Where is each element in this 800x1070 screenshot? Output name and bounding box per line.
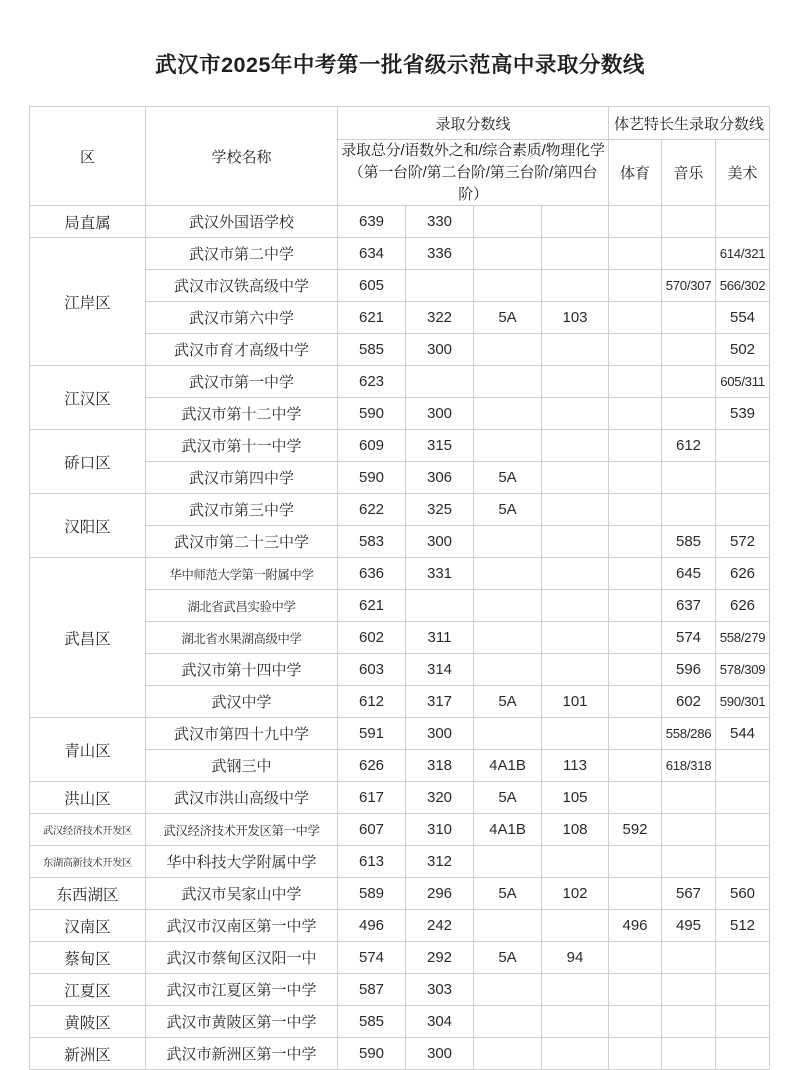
pe-cell (609, 1038, 662, 1070)
art-cell: 554 (716, 302, 770, 334)
art-cell (716, 942, 770, 974)
pe-cell (609, 238, 662, 270)
stage4-cell (542, 590, 609, 622)
stage2-cell: 330 (406, 206, 474, 238)
stage4-cell: 103 (542, 302, 609, 334)
pe-cell (609, 686, 662, 718)
stage4-cell: 102 (542, 878, 609, 910)
pe-cell (609, 430, 662, 462)
stage1-cell: 583 (338, 526, 406, 558)
school-name-cell: 武汉中学 (146, 686, 338, 718)
pe-cell (609, 974, 662, 1006)
table-row (30, 718, 770, 750)
stage1-cell: 589 (338, 878, 406, 910)
school-name-cell: 武汉经济技术开发区第一中学 (146, 814, 338, 846)
stage3-cell (474, 622, 542, 654)
stage4-cell: 105 (542, 782, 609, 814)
stage2-cell: 325 (406, 494, 474, 526)
stage1-cell: 609 (338, 430, 406, 462)
art-cell: 560 (716, 878, 770, 910)
stage2-cell: 322 (406, 302, 474, 334)
pe-cell (609, 398, 662, 430)
stage3-cell: 5A (474, 686, 542, 718)
school-name-cell: 武汉市第四十九中学 (146, 718, 338, 750)
school-name-cell: 华中科技大学附属中学 (146, 846, 338, 878)
header-art: 美术 (716, 140, 770, 206)
stage4-cell (542, 910, 609, 942)
pe-cell (609, 654, 662, 686)
school-name-cell: 华中师范大学第一附属中学 (146, 558, 338, 590)
music-cell: 567 (662, 878, 716, 910)
stage3-cell (474, 974, 542, 1006)
header-score-group: 录取分数线 (338, 107, 609, 140)
stage2-cell: 306 (406, 462, 474, 494)
art-cell: 502 (716, 334, 770, 366)
pe-cell (609, 942, 662, 974)
stage3-cell (474, 558, 542, 590)
art-cell: 539 (716, 398, 770, 430)
stage3-cell (474, 1038, 542, 1070)
stage1-cell: 622 (338, 494, 406, 526)
music-cell: 596 (662, 654, 716, 686)
stage1-cell: 591 (338, 718, 406, 750)
stage1-cell: 590 (338, 1038, 406, 1070)
music-cell (662, 366, 716, 398)
stage4-cell (542, 622, 609, 654)
music-cell (662, 1006, 716, 1038)
music-cell: 618/318 (662, 750, 716, 782)
art-cell (716, 1006, 770, 1038)
district-cell: 武汉经济技术开发区 (30, 814, 146, 846)
music-cell (662, 206, 716, 238)
stage2-cell: 317 (406, 686, 474, 718)
stage4-cell (542, 462, 609, 494)
header-score-desc-line1: 录取总分/语数外之和/综合素质/物理化学 (341, 142, 605, 159)
stage2-cell: 331 (406, 558, 474, 590)
pe-cell: 592 (609, 814, 662, 846)
school-name-cell: 武汉市吴家山中学 (146, 878, 338, 910)
stage1-cell: 602 (338, 622, 406, 654)
art-cell (716, 814, 770, 846)
stage4-cell (542, 494, 609, 526)
stage3-cell (474, 398, 542, 430)
pe-cell (609, 750, 662, 782)
school-name-cell: 武汉市第四中学 (146, 462, 338, 494)
art-cell: 590/301 (716, 686, 770, 718)
art-cell: 566/302 (716, 270, 770, 302)
stage3-cell (474, 1006, 542, 1038)
stage4-cell (542, 1038, 609, 1070)
table-row (30, 430, 770, 462)
music-cell (662, 238, 716, 270)
school-name-cell: 武汉市第六中学 (146, 302, 338, 334)
stage2-cell: 304 (406, 1006, 474, 1038)
music-cell (662, 494, 716, 526)
art-cell: 512 (716, 910, 770, 942)
stage2-cell: 320 (406, 782, 474, 814)
stage2-cell: 315 (406, 430, 474, 462)
school-name-cell: 武汉市黄陂区第一中学 (146, 1006, 338, 1038)
stage4-cell: 101 (542, 686, 609, 718)
stage3-cell (474, 206, 542, 238)
table-body (30, 206, 770, 1070)
district-cell: 江岸区 (30, 238, 146, 366)
stage2-cell: 300 (406, 398, 474, 430)
music-cell: 637 (662, 590, 716, 622)
music-cell (662, 334, 716, 366)
stage2-cell: 310 (406, 814, 474, 846)
stage2-cell: 300 (406, 718, 474, 750)
district-cell: 江汉区 (30, 366, 146, 430)
table-row (30, 782, 770, 814)
music-cell (662, 846, 716, 878)
stage2-cell: 242 (406, 910, 474, 942)
stage4-cell (542, 1006, 609, 1038)
table-row (30, 974, 770, 1006)
school-name-cell: 武钢三中 (146, 750, 338, 782)
stage3-cell: 4A1B (474, 750, 542, 782)
stage1-cell: 496 (338, 910, 406, 942)
stage4-cell (542, 398, 609, 430)
stage2-cell: 296 (406, 878, 474, 910)
music-cell (662, 782, 716, 814)
music-cell: 495 (662, 910, 716, 942)
district-cell: 汉阳区 (30, 494, 146, 558)
stage1-cell: 636 (338, 558, 406, 590)
stage3-cell (474, 590, 542, 622)
pe-cell (609, 622, 662, 654)
stage2-cell: 300 (406, 1038, 474, 1070)
music-cell: 612 (662, 430, 716, 462)
header-district: 区 (30, 107, 146, 206)
district-cell: 东湖高新技术开发区 (30, 846, 146, 878)
music-cell (662, 398, 716, 430)
table-row (30, 206, 770, 238)
pe-cell (609, 302, 662, 334)
school-name-cell: 武汉市第十一中学 (146, 430, 338, 462)
table-row (30, 814, 770, 846)
art-cell (716, 846, 770, 878)
pe-cell (609, 718, 662, 750)
school-name-cell: 湖北省水果湖高级中学 (146, 622, 338, 654)
stage1-cell: 623 (338, 366, 406, 398)
admission-score-table (29, 106, 770, 1070)
stage2-cell: 303 (406, 974, 474, 1006)
stage1-cell: 585 (338, 1006, 406, 1038)
stage1-cell: 612 (338, 686, 406, 718)
stage3-cell (474, 430, 542, 462)
table-row (30, 878, 770, 910)
header-talent-group: 体艺特长生录取分数线 (609, 107, 770, 140)
pe-cell: 496 (609, 910, 662, 942)
table-row (30, 846, 770, 878)
page-title: 武汉市2025年中考第一批省级示范高中录取分数线 (155, 53, 645, 77)
music-cell (662, 814, 716, 846)
stage1-cell: 634 (338, 238, 406, 270)
table-row (30, 366, 770, 398)
art-cell: 614/321 (716, 238, 770, 270)
stage4-cell (542, 846, 609, 878)
art-cell (716, 1038, 770, 1070)
music-cell: 558/286 (662, 718, 716, 750)
stage1-cell: 605 (338, 270, 406, 302)
music-cell (662, 1038, 716, 1070)
stage3-cell: 5A (474, 302, 542, 334)
district-cell: 黄陂区 (30, 1006, 146, 1038)
stage1-cell: 607 (338, 814, 406, 846)
music-cell (662, 462, 716, 494)
school-name-cell: 武汉市汉南区第一中学 (146, 910, 338, 942)
art-cell (716, 974, 770, 1006)
stage3-cell (474, 334, 542, 366)
table-header (30, 107, 770, 206)
art-cell: 578/309 (716, 654, 770, 686)
stage4-cell (542, 430, 609, 462)
stage4-cell: 113 (542, 750, 609, 782)
pe-cell (609, 366, 662, 398)
art-cell (716, 462, 770, 494)
school-name-cell: 湖北省武昌实验中学 (146, 590, 338, 622)
stage2-cell (406, 366, 474, 398)
district-cell: 局直属 (30, 206, 146, 238)
table-row (30, 1006, 770, 1038)
school-name-cell: 武汉外国语学校 (146, 206, 338, 238)
music-cell: 602 (662, 686, 716, 718)
stage3-cell: 5A (474, 462, 542, 494)
stage3-cell (474, 718, 542, 750)
pe-cell (609, 878, 662, 910)
header-pe: 体育 (609, 140, 662, 206)
stage1-cell: 587 (338, 974, 406, 1006)
district-cell: 青山区 (30, 718, 146, 782)
stage3-cell: 5A (474, 494, 542, 526)
header-music: 音乐 (662, 140, 716, 206)
pe-cell (609, 462, 662, 494)
score-table-container (29, 106, 769, 1070)
stage1-cell: 603 (338, 654, 406, 686)
art-cell (716, 782, 770, 814)
stage2-cell: 312 (406, 846, 474, 878)
pe-cell (609, 526, 662, 558)
district-cell: 江夏区 (30, 974, 146, 1006)
stage4-cell (542, 334, 609, 366)
stage3-cell: 4A1B (474, 814, 542, 846)
stage1-cell: 617 (338, 782, 406, 814)
stage2-cell: 300 (406, 334, 474, 366)
school-name-cell: 武汉市蔡甸区汉阳一中 (146, 942, 338, 974)
stage1-cell: 626 (338, 750, 406, 782)
stage1-cell: 639 (338, 206, 406, 238)
stage3-cell (474, 910, 542, 942)
district-cell: 武昌区 (30, 558, 146, 718)
pe-cell (609, 334, 662, 366)
art-cell: 572 (716, 526, 770, 558)
music-cell: 645 (662, 558, 716, 590)
stage4-cell (542, 366, 609, 398)
stage3-cell: 5A (474, 782, 542, 814)
stage4-cell: 94 (542, 942, 609, 974)
district-cell: 硚口区 (30, 430, 146, 494)
stage1-cell: 574 (338, 942, 406, 974)
stage1-cell: 613 (338, 846, 406, 878)
art-cell: 626 (716, 590, 770, 622)
art-cell: 558/279 (716, 622, 770, 654)
stage1-cell: 621 (338, 302, 406, 334)
district-cell: 东西湖区 (30, 878, 146, 910)
stage2-cell: 336 (406, 238, 474, 270)
stage3-cell: 5A (474, 878, 542, 910)
stage2-cell: 292 (406, 942, 474, 974)
school-name-cell: 武汉市第一中学 (146, 366, 338, 398)
school-name-cell: 武汉市汉铁高级中学 (146, 270, 338, 302)
pe-cell (609, 558, 662, 590)
stage2-cell (406, 590, 474, 622)
district-cell: 新洲区 (30, 1038, 146, 1070)
school-name-cell: 武汉市新洲区第一中学 (146, 1038, 338, 1070)
stage4-cell (542, 718, 609, 750)
header-school-name: 学校名称 (146, 107, 338, 206)
table-row (30, 1038, 770, 1070)
stage1-cell: 585 (338, 334, 406, 366)
art-cell (716, 430, 770, 462)
school-name-cell: 武汉市育才高级中学 (146, 334, 338, 366)
school-name-cell: 武汉市洪山高级中学 (146, 782, 338, 814)
art-cell: 626 (716, 558, 770, 590)
art-cell (716, 494, 770, 526)
stage4-cell (542, 526, 609, 558)
school-name-cell: 武汉市第三中学 (146, 494, 338, 526)
school-name-cell: 武汉市江夏区第一中学 (146, 974, 338, 1006)
stage2-cell: 311 (406, 622, 474, 654)
stage3-cell (474, 526, 542, 558)
district-cell: 汉南区 (30, 910, 146, 942)
table-row (30, 238, 770, 270)
pe-cell (609, 494, 662, 526)
stage4-cell (542, 974, 609, 1006)
music-cell: 570/307 (662, 270, 716, 302)
table-row (30, 494, 770, 526)
stage3-cell (474, 846, 542, 878)
music-cell (662, 302, 716, 334)
music-cell: 574 (662, 622, 716, 654)
stage3-cell: 5A (474, 942, 542, 974)
stage3-cell (474, 238, 542, 270)
stage2-cell: 300 (406, 526, 474, 558)
pe-cell (609, 206, 662, 238)
art-cell (716, 206, 770, 238)
school-name-cell: 武汉市第十二中学 (146, 398, 338, 430)
stage2-cell: 318 (406, 750, 474, 782)
school-name-cell: 武汉市第二中学 (146, 238, 338, 270)
music-cell (662, 974, 716, 1006)
table-row (30, 910, 770, 942)
pe-cell (609, 782, 662, 814)
pe-cell (609, 590, 662, 622)
art-cell (716, 750, 770, 782)
stage4-cell: 108 (542, 814, 609, 846)
stage3-cell (474, 270, 542, 302)
table-row (30, 942, 770, 974)
music-cell (662, 942, 716, 974)
stage4-cell (542, 206, 609, 238)
school-name-cell: 武汉市第十四中学 (146, 654, 338, 686)
art-cell: 544 (716, 718, 770, 750)
stage1-cell: 590 (338, 462, 406, 494)
art-cell: 605/311 (716, 366, 770, 398)
stage4-cell (542, 654, 609, 686)
district-cell: 蔡甸区 (30, 942, 146, 974)
stage3-cell (474, 654, 542, 686)
header-score-description (338, 140, 609, 206)
stage3-cell (474, 366, 542, 398)
school-name-cell: 武汉市第二十三中学 (146, 526, 338, 558)
stage4-cell (542, 270, 609, 302)
stage4-cell (542, 558, 609, 590)
stage4-cell (542, 238, 609, 270)
table-row (30, 558, 770, 590)
district-cell: 洪山区 (30, 782, 146, 814)
stage2-cell (406, 270, 474, 302)
pe-cell (609, 270, 662, 302)
stage1-cell: 590 (338, 398, 406, 430)
pe-cell (609, 1006, 662, 1038)
header-score-desc-line2: （第一台阶/第二台阶/第三台阶/第四台阶） (348, 163, 598, 203)
pe-cell (609, 846, 662, 878)
stage2-cell: 314 (406, 654, 474, 686)
stage1-cell: 621 (338, 590, 406, 622)
music-cell: 585 (662, 526, 716, 558)
